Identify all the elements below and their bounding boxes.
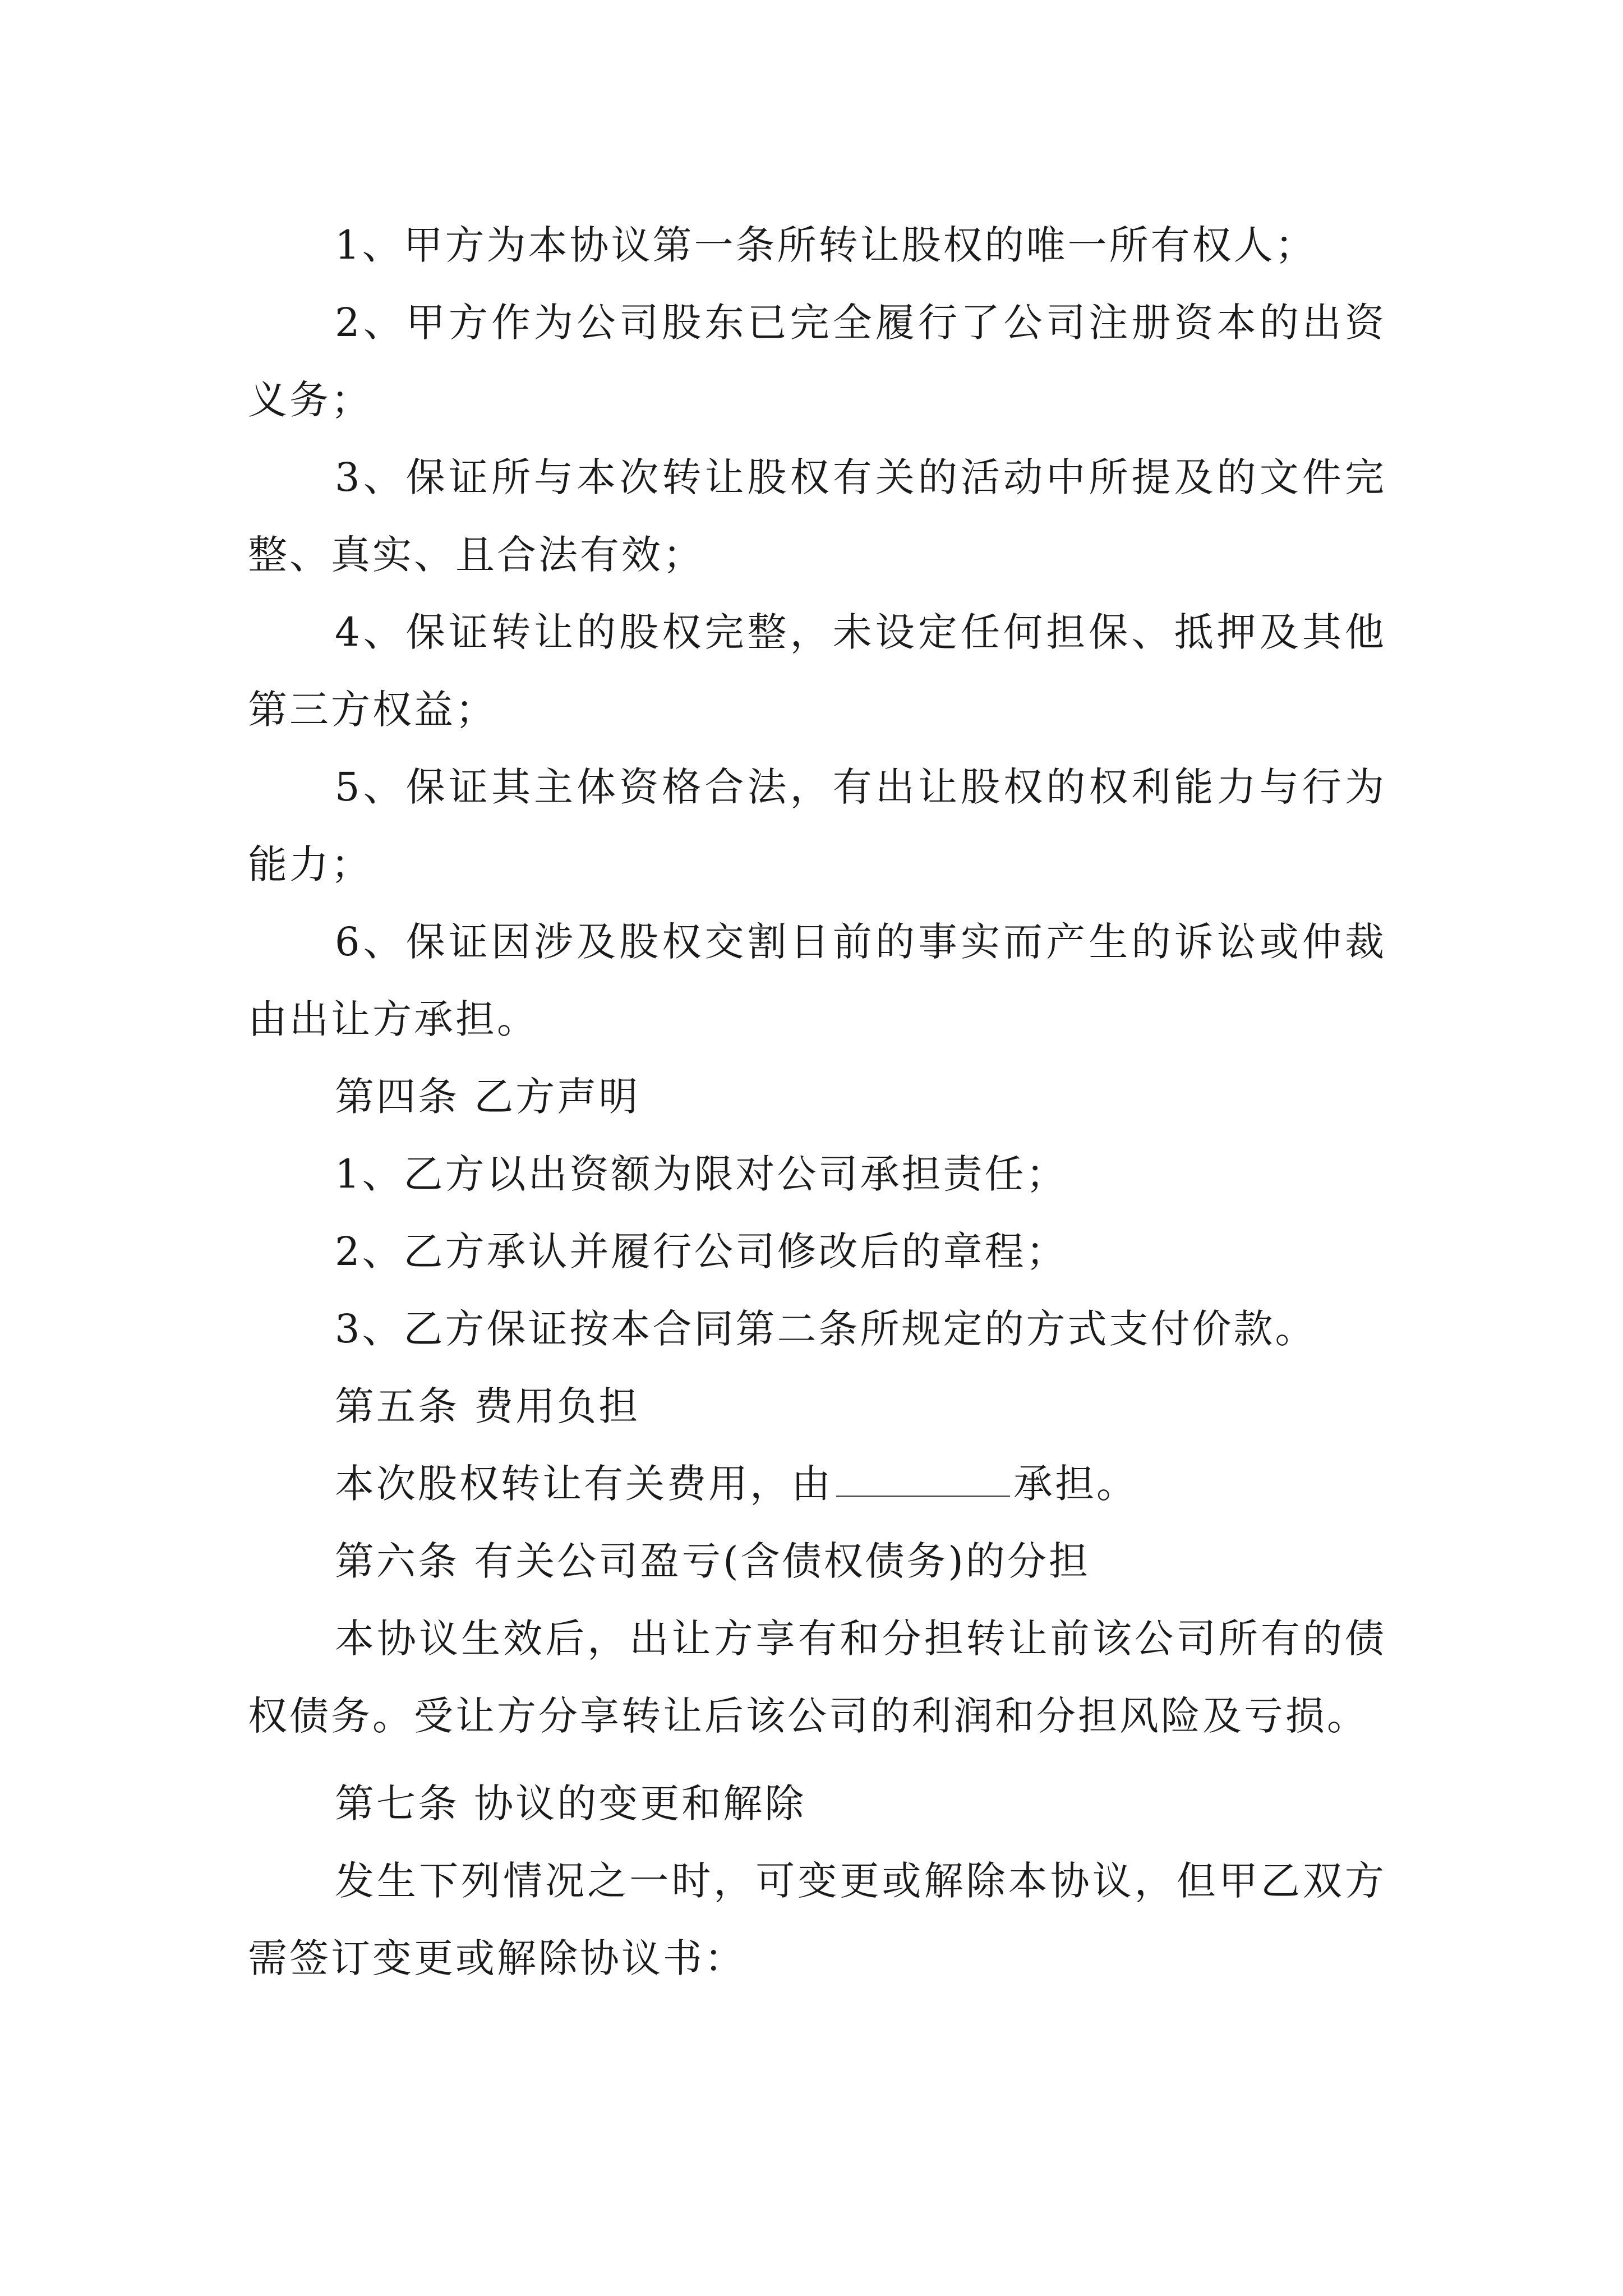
article-4-item-2: 2、乙方承认并履行公司修改后的章程； [335, 1228, 1068, 1274]
clause-1: 1、甲方为本协议第一条所转让股权的唯一所有权人； [335, 222, 1317, 268]
clause-6: 6、保证因涉及股权交割日前的事实而产生的诉讼或仲裁由出让方承担。 [248, 919, 1386, 1042]
article-5-text-before: 本次股权转让有关费用，由 [335, 1461, 833, 1507]
article-4-item-1: 1、乙方以出资额为限对公司承担责任； [335, 1151, 1068, 1197]
article-4-heading: 第四条 乙方声明 [335, 1074, 640, 1120]
article-5-text-after: 承担。 [1013, 1461, 1138, 1507]
clause-4: 4、保证转让的股权完整，未设定任何担保、抵押及其他第三方权益； [248, 609, 1386, 733]
document-body [248, 206, 1386, 1997]
article-7-body: 发生下列情况之一时，可变更或解除本协议，但甲乙双方需签订变更或解除协议书： [248, 1858, 1386, 1981]
article-5-heading: 第五条 费用负担 [335, 1383, 640, 1429]
article-6-body: 本协议生效后，出让方享有和分担转让前该公司所有的债权债务。受让方分享转让后该公司的利润和分担风险及亏损。 [248, 1616, 1386, 1739]
clause-2: 2、甲方作为公司股东已完全履行了公司注册资本的出资义务； [248, 300, 1386, 423]
clause-5: 5、保证其主体资格合法，有出让股权的权利能力与行为能力； [248, 764, 1386, 887]
article-5-body [248, 1445, 1386, 1522]
article-6-heading: 第六条 有关公司盈亏(含债权债务)的分担 [335, 1538, 1090, 1584]
article-7-heading: 第七条 协议的变更和解除 [335, 1780, 806, 1826]
fill-in-blank [836, 1464, 1010, 1497]
article-4-item-3: 3、乙方保证按本合同第二条所规定的方式支付价款。 [335, 1306, 1317, 1352]
spacer [248, 1755, 1386, 1765]
clause-3: 3、保证所与本次转让股权有关的活动中所提及的文件完整、真实、且合法有效； [248, 454, 1386, 578]
